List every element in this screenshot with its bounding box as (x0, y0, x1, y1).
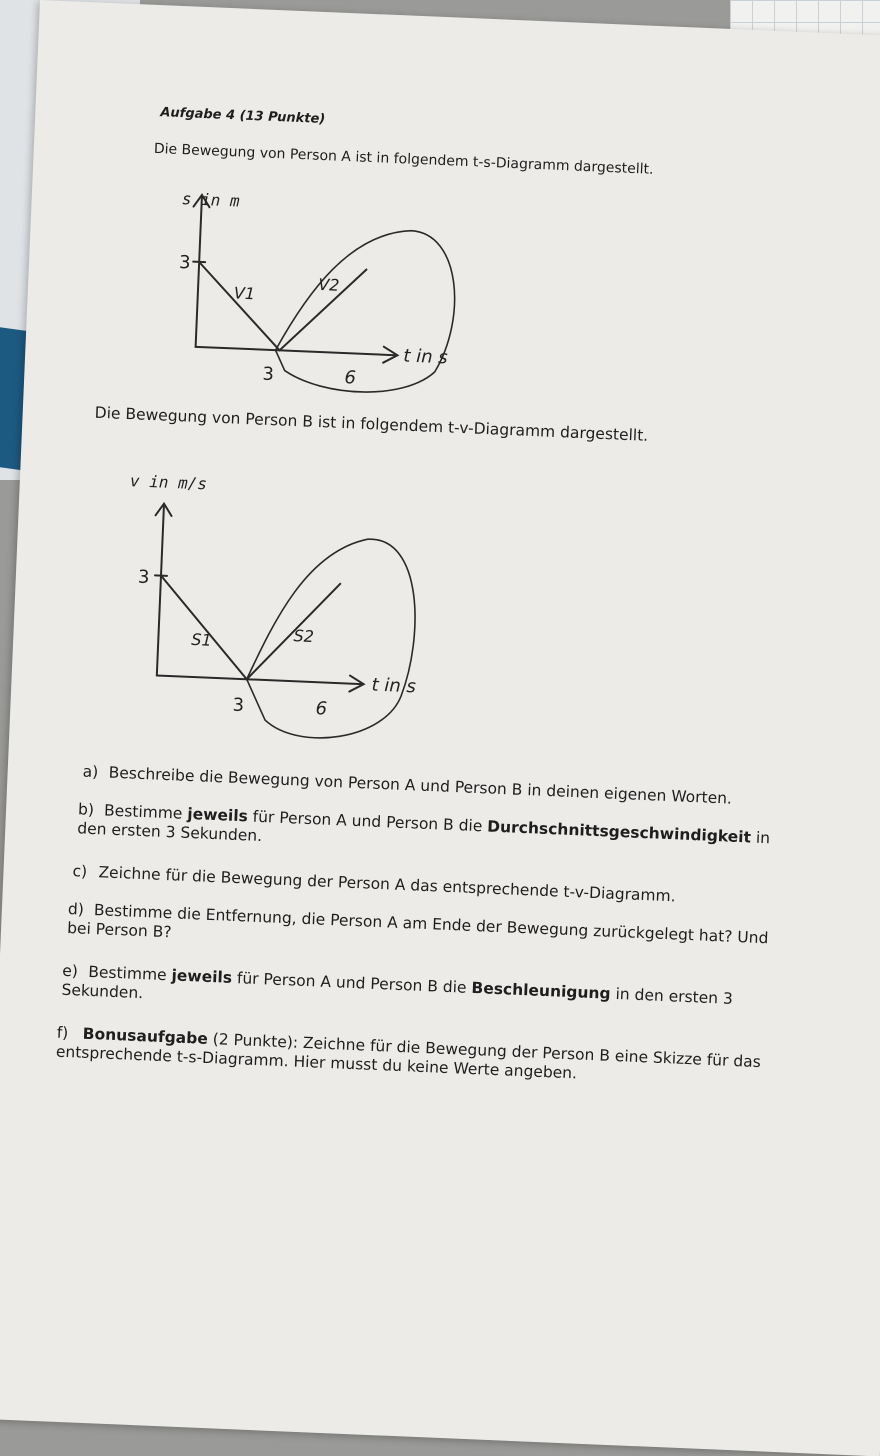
x-tick-3: 3 (232, 694, 245, 717)
diagram-a (144, 165, 493, 409)
task-text: Bestimme jeweils für Person A und Person B die Durchschnittsgeschwindigkeit in den ersten 3 Sekunden. (76, 801, 771, 848)
y-axis-label: v in m/s (129, 471, 208, 494)
x-tick-6: 6 (344, 367, 357, 389)
task-label: d) (67, 899, 85, 919)
x-tick-6: 6 (315, 698, 328, 720)
task-b (77, 800, 798, 868)
x-axis-label: t in s (371, 674, 417, 698)
task-text: Bonusaufgabe (2 Punkte): Zeichne für die Bewegung der Person B eine Skizze für das entsprechende t-s-Diagramm. Hier musst du keine Werte angeben. (55, 1024, 762, 1083)
segment-label-s1: S1 (190, 629, 213, 650)
task-text: Bestimme jeweils für Person A und Person B die Beschleunigung in den ersten 3 Sekunden. (61, 962, 734, 1008)
task-d (67, 900, 788, 968)
highlight-loop (244, 534, 418, 742)
x-tick-3: 3 (262, 363, 275, 386)
task-e (61, 962, 782, 1030)
y-axis-label: s in m (181, 189, 240, 211)
y-axis (157, 506, 164, 676)
x-axis (157, 675, 362, 684)
task-label: b) (77, 800, 95, 819)
diagram-b (99, 443, 471, 748)
task-title: Aufgabe 4 (13 Punkte) (160, 105, 326, 128)
task-text: Bestimme die Entfernung, die Person A am Ende der Bewegung zurückgelegt hat? Und bei Person B? (66, 901, 769, 948)
segment-label-s2: S2 (293, 626, 315, 647)
segment-label-v2: V2 (317, 274, 340, 295)
highlight-loop (274, 225, 458, 395)
y-tick-label: 3 (178, 252, 192, 274)
intro-person-b: Die Bewegung von Person B ist in folgendem t-v-Diagramm dargestellt. (94, 403, 649, 445)
y-axis (196, 197, 202, 347)
task-label: f) (56, 1023, 69, 1043)
task-text: Zeichne für die Bewegung der Person A das entsprechende t-v-Diagramm. (98, 863, 676, 906)
task-f (56, 1024, 777, 1092)
segment-label-v1: V1 (233, 283, 256, 304)
task-label: a) (82, 762, 99, 782)
x-axis-label: t in s (402, 345, 449, 369)
task-label: c) (72, 862, 88, 881)
task-label: e) (61, 961, 79, 981)
intro-person-a: Die Bewegung von Person A ist in folgendem t-s-Diagramm dargestellt. (153, 140, 654, 178)
task-text: Beschreibe die Bewegung von Person A und Person B in deinen eigenen Worten. (108, 763, 733, 808)
y-tick-label: 3 (137, 566, 150, 589)
x-axis (196, 347, 396, 355)
